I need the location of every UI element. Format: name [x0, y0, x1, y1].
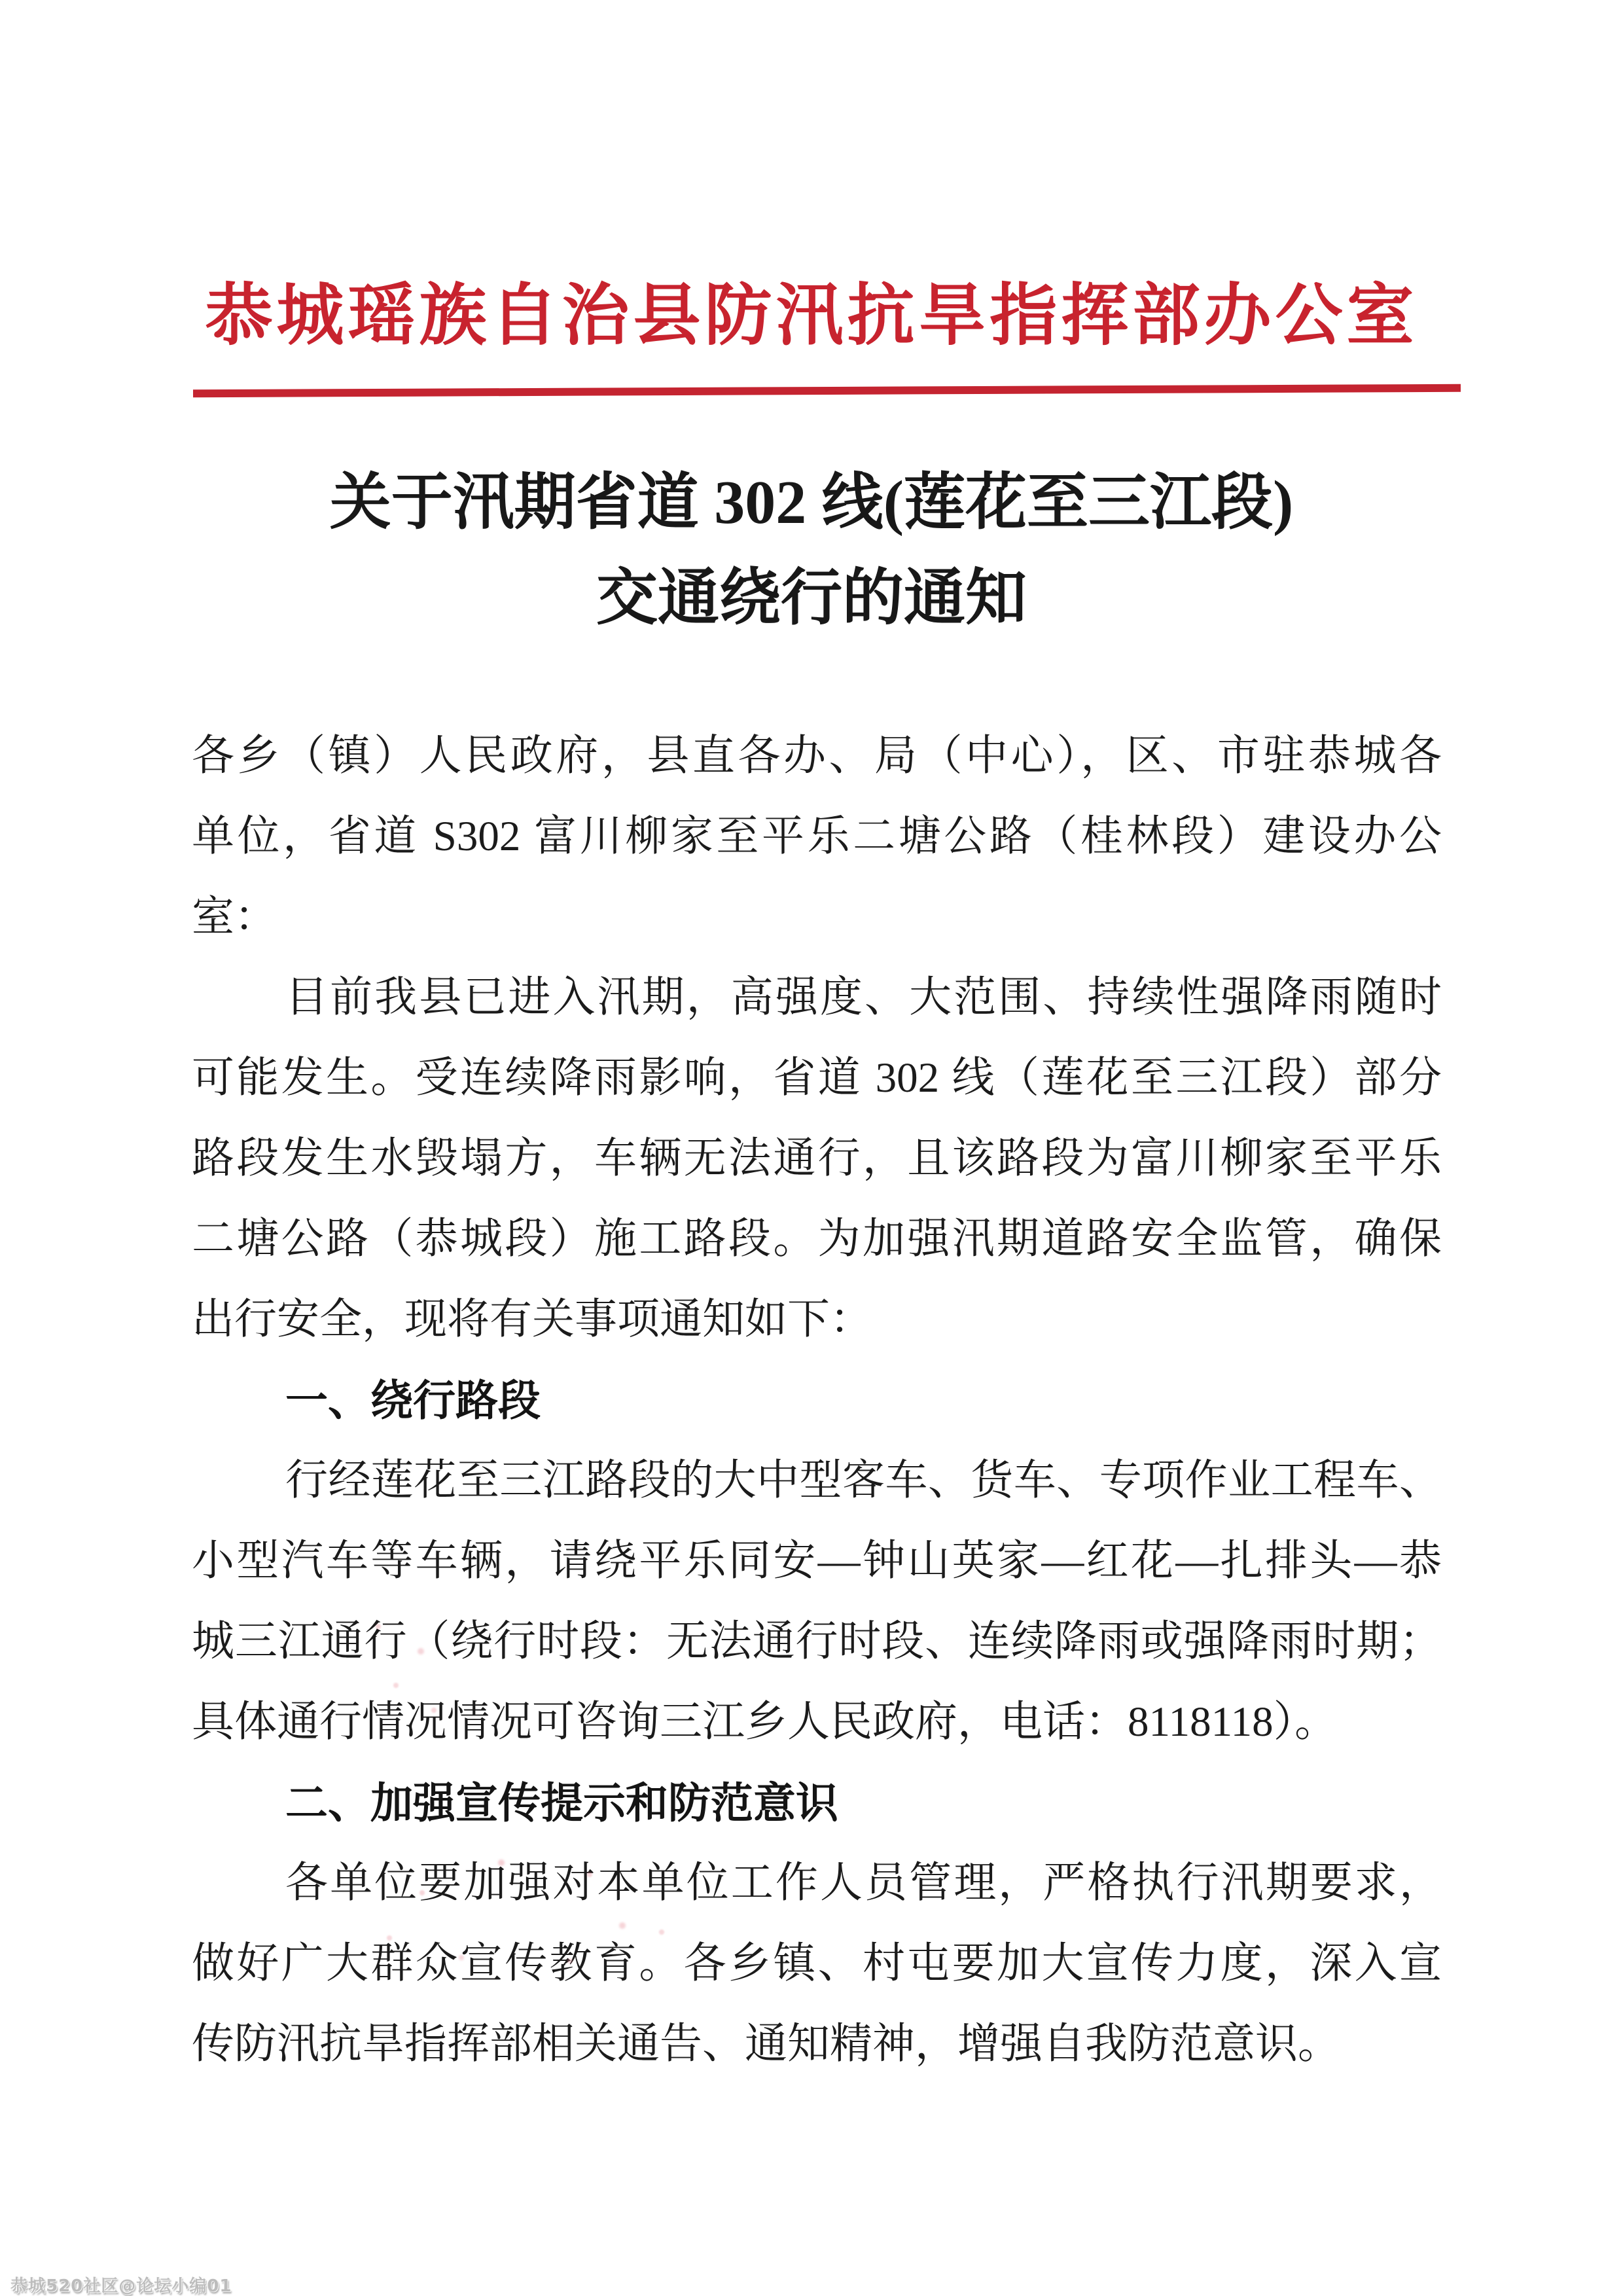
body-line: 可能发生。受连续降雨影响，省道 302 线（莲花至三江段）部分: [192, 1054, 1442, 1102]
body-line: 具体通行情况情况可咨询三江乡人民政府，电话：8118118）。: [192, 1698, 1338, 1746]
body-line: 二塘公路（恭城段）施工路段。为加强汛期道路安全监管，确保: [192, 1215, 1442, 1263]
document-title-line2: 交通绕行的通知: [596, 564, 1027, 632]
body-line: 单位，省道 S302 富川柳家至平乐二塘公路（桂林段）建设办公: [192, 813, 1442, 860]
section-heading-2: 二、加强宣传提示和防范意识: [285, 1779, 839, 1827]
body-line: 路段发生水毁塌方，车辆无法通行，且该路段为富川柳家至平乐: [192, 1135, 1442, 1182]
body-line: 传防汛抗旱指挥部相关通告、通知精神，增强自我防范意识。: [192, 2020, 1341, 2068]
document-title: [0, 455, 1623, 646]
letterhead-divider: [193, 384, 1461, 397]
body-line: 各单位要加强对本单位工作人员管理，严格执行汛期要求，: [285, 1859, 1442, 1907]
scan-artifact-dots: [0, 0, 4, 4]
body-line: 室：: [192, 893, 277, 941]
document-body: [192, 716, 1442, 2085]
section-heading-1: 一、绕行路段: [285, 1376, 541, 1424]
body-line: 做好广大群众宣传教育。各乡镇、村屯要加大宣传力度，深入宣: [192, 1940, 1442, 1987]
body-line: 各乡（镇）人民政府，县直各办、局（中心），区、市驻恭城各: [192, 732, 1442, 780]
body-line: 小型汽车等车辆，请绕平乐同安—钟山英家—红花—扎排头—恭: [192, 1537, 1442, 1585]
body-line: 城三江通行（绕行时段：无法通行时段、连续降雨或强降雨时期；: [192, 1618, 1442, 1665]
document-title-line1: 关于汛期省道 302 线(莲花至三江段): [329, 469, 1294, 537]
watermark: 恭城520社区@论坛小编01: [10, 2276, 232, 2296]
body-line: 行经莲花至三江路段的大中型客车、货车、专项作业工程车、: [285, 1457, 1442, 1504]
body-line: 目前我县已进入汛期，高强度、大范围、持续性强降雨随时: [285, 974, 1442, 1021]
letterhead-org-name: 恭城瑶族自治县防汛抗旱指挥部办公室: [205, 279, 1418, 353]
body-line: 出行安全，现将有关事项通知如下：: [192, 1296, 873, 1343]
